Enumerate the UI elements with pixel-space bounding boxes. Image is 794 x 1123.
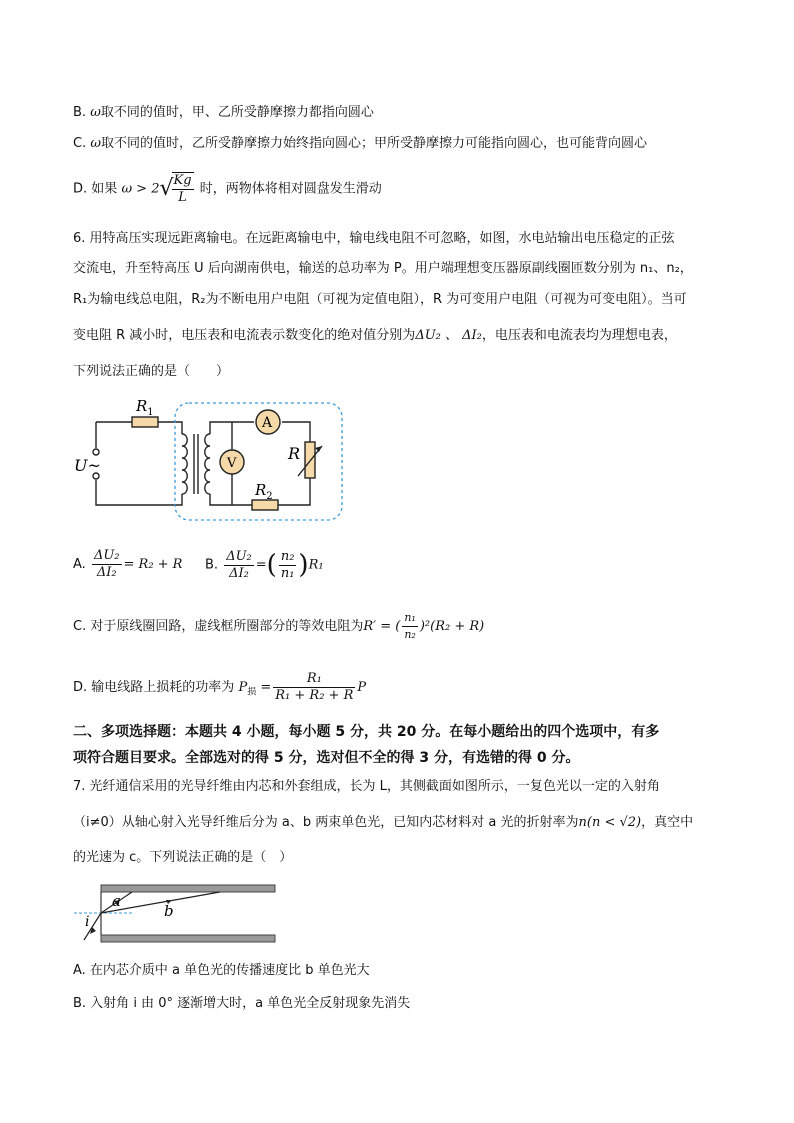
- q6-stem-line-5: 下列说法正确的是（ ）: [73, 364, 230, 379]
- q7-stem-line-1: 7. 光纤通信采用的光导纤维由内芯和外套组成，长为 L，其侧截面如图所示，一复色光以一定的入射角: [73, 779, 660, 794]
- r-label: R: [288, 444, 301, 463]
- q6-stem-line-1: 6. 用特高压实现远距离输电。在远距离输电中，输电线电阻不可忽略，如图，水电站输出电压稳定的正弦: [73, 231, 675, 246]
- r1-label: $R_1$: [136, 397, 154, 418]
- q7-option-b: B. 入射角 i 由 0° 逐渐增大时，a 单色光全反射现象先消失: [73, 996, 411, 1011]
- ammeter-label: A: [262, 415, 273, 431]
- optical-fiber-diagram: [72, 880, 277, 945]
- q6-stem-line-4: 变电阻 R 减小时，电压表和电流表示数变化的绝对值分别为ΔU₂ 、 ΔI₂，电压表和电流表均为理想电表，: [73, 328, 677, 343]
- voltmeter-label: V: [227, 456, 237, 471]
- q7-stem-line-2: （i≠0）从轴心射入光导纤维后分为 a、b 两束单色光，已知内芯材料对 a 光的折射率为n(n < √2)，真空中: [73, 815, 694, 830]
- angle-i-label: i: [85, 914, 90, 930]
- q6-option-a: A. $\frac{\text{ΔU₂}}{\text{ΔI₂}}$ = R₂ + R: [73, 548, 183, 580]
- q6-stem-line-3: R₁为输电线总电阻，R₂为不断电用户电阻（可视为定值电阻），R 为可变用户电阻（可视为可变电阻）。当可: [73, 292, 687, 307]
- r2-label: $R_2$: [255, 481, 273, 502]
- q6-option-b: B. $\frac{\text{ΔU₂}}{\text{ΔI₂}}$ =( $\frac{\text{n₂}}{\text{n₁}}$ )R₁: [205, 548, 324, 581]
- section-2-heading-line-1: 二、多项选择题：本题共 4 小题，每小题 5 分，共 20 分。在每小题给出的四个选项中，有多: [73, 724, 660, 740]
- ray-b-label: b: [164, 902, 174, 920]
- ray-a-label: a: [112, 892, 121, 910]
- source-label: U~: [74, 456, 101, 475]
- q5-option-b: B. ω取不同的值时，甲、乙所受静摩擦力都指向圆心: [73, 105, 374, 120]
- q5-option-d: D. 如果 ω > 2√ $\frac{Kg}{L}$ 时，两物体将相对圆盘发生滑动: [73, 173, 382, 205]
- q5-option-c: C. ω取不同的值时，乙所受静摩擦力始终指向圆心；甲所受静摩擦力可能指向圆心，也可能背向圆心: [73, 136, 647, 151]
- q6-option-c: C. 对于原线圈回路，虚线框所圈部分的等效电阻为R′ = ( $\frac{\text{n₁}}{\text{n₂}}$ )²(R₂ + R): [73, 611, 485, 641]
- q7-stem-line-3: 的光速为 c。下列说法正确的是（ ）: [73, 850, 293, 865]
- transformer-circuit-diagram: [72, 392, 352, 527]
- q7-option-a: A. 在内芯介质中 a 单色光的传播速度比 b 单色光大: [73, 963, 370, 978]
- q6-option-d: D. 输电线路上损耗的功率为 $P_损$ = $\frac{\text{R₁}}{\text{R₁ + R₂ + R}}$ P: [73, 671, 367, 703]
- q6-stem-line-2: 交流电，升至特高压 U 后向湖南供电，输送的总功率为 P。用户端理想变压器原副线圈匝数分别为 n₁、n₂，: [73, 261, 693, 276]
- section-2-heading-line-2: 项符合题目要求。全部选对的得 5 分，选对但不全的得 3 分，有选错的得 0 分。: [73, 750, 580, 766]
